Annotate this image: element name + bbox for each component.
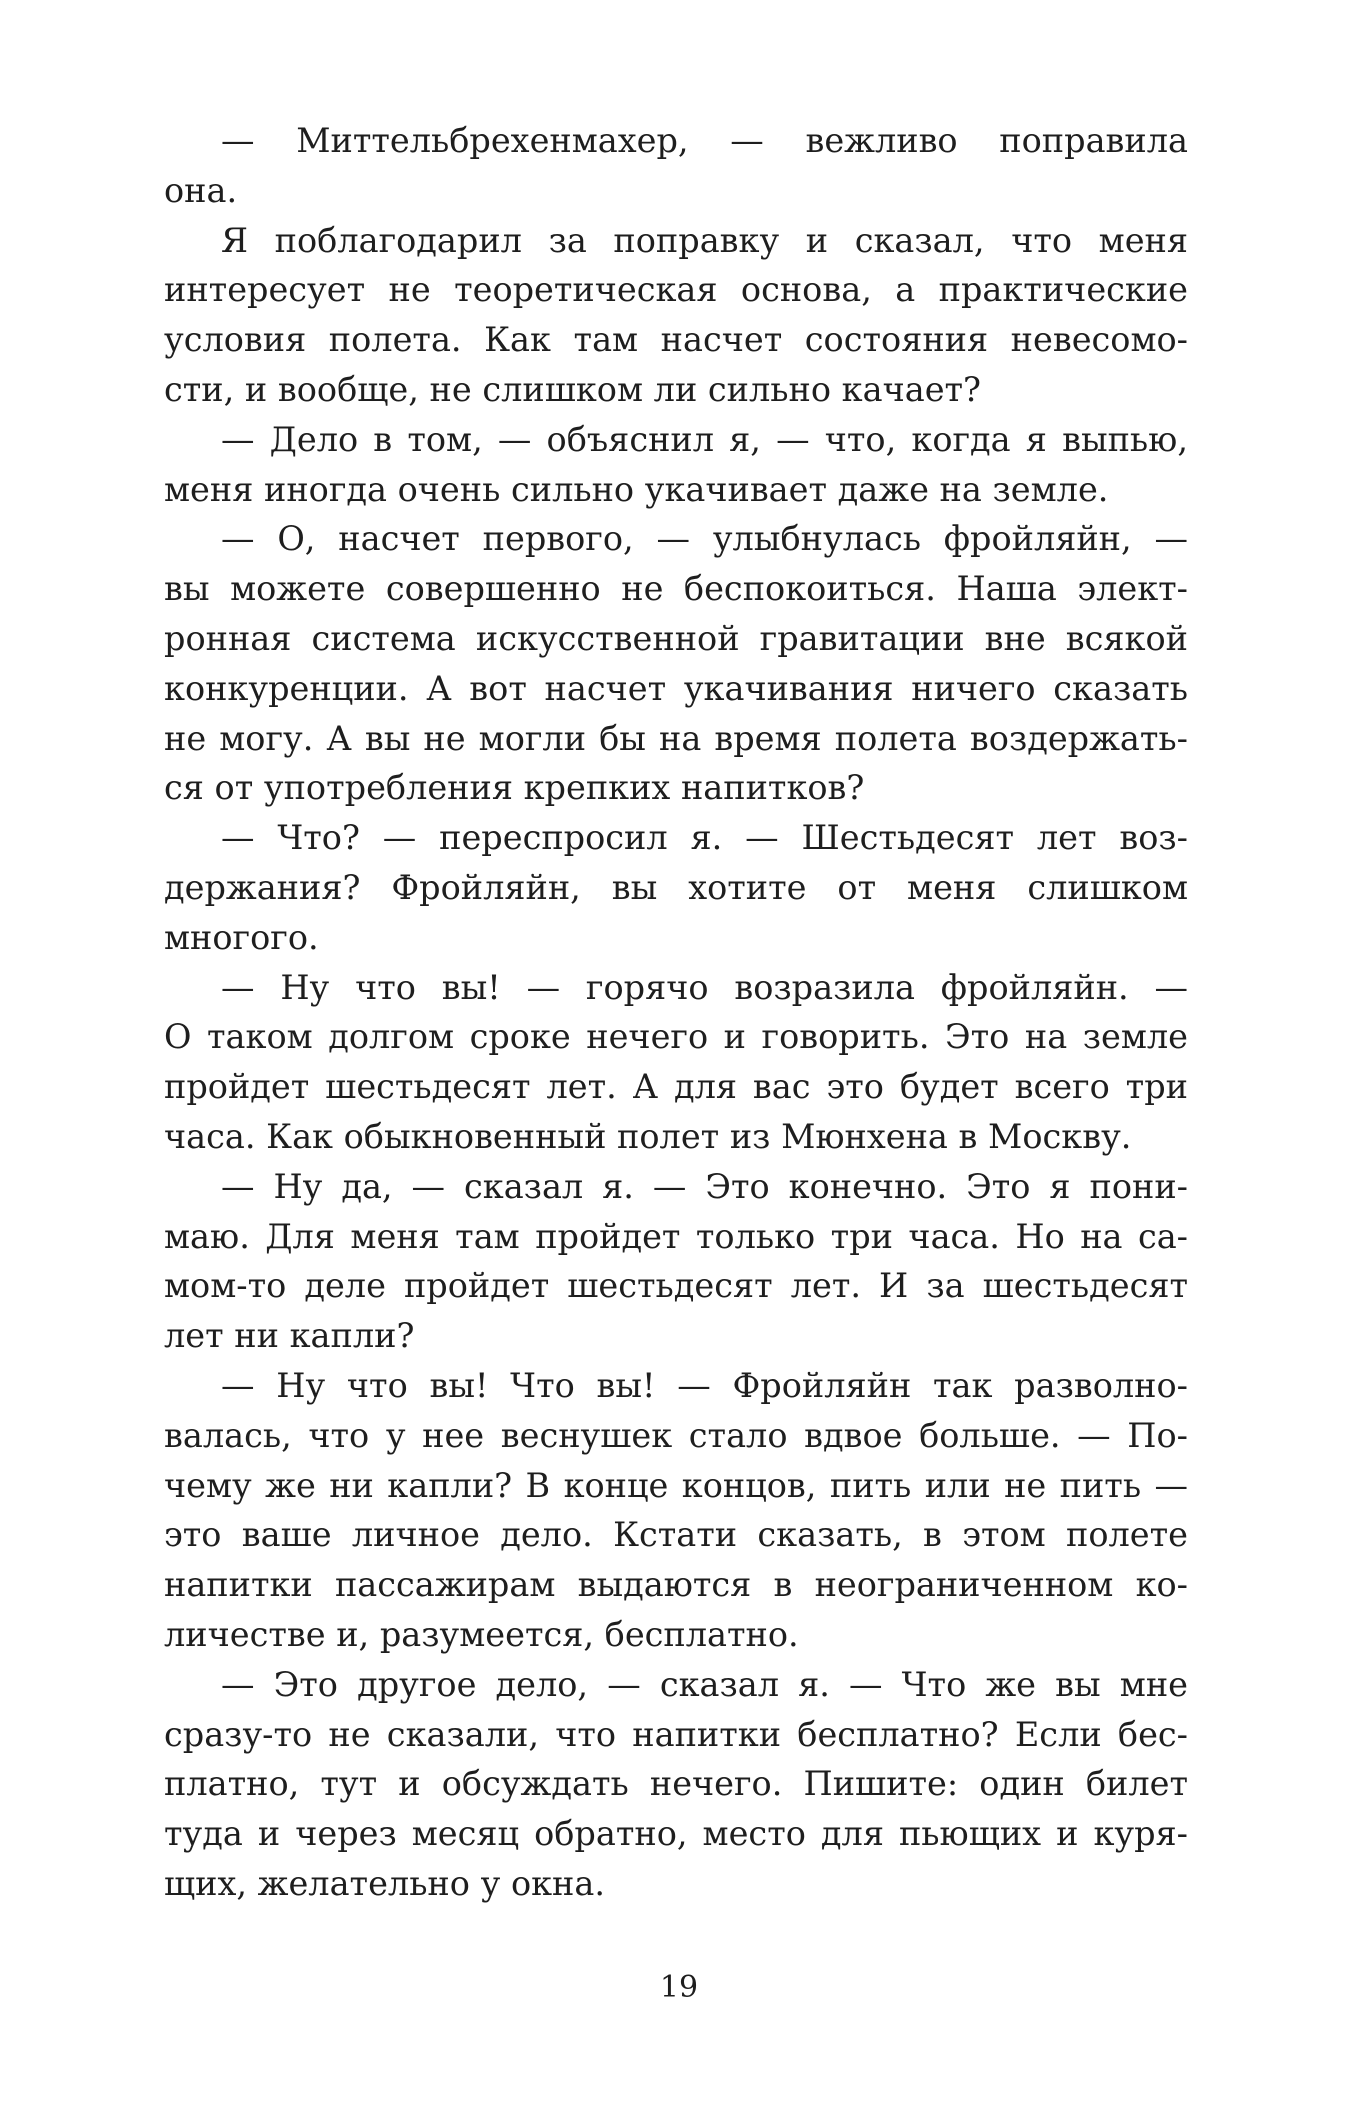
text-line: условия полета. Как там насчет состояния невесомо- [164, 320, 1188, 360]
text-line: чему же ни капли? В конце концов, пить или не пить — [164, 1465, 1188, 1505]
text-line: — Что? — переспросил я. — Шестьдесят лет воз- [221, 818, 1188, 858]
text-line: часа. Как обыкновенный полет из Мюнхена в Москву. [164, 1116, 1132, 1156]
text-line: — О, насчет первого, — улыбнулась фройляйн, — [221, 519, 1188, 559]
text-line: маю. Для меня там пройдет только три часа. Но на са- [164, 1216, 1188, 1256]
text-line: платно, тут и обсуждать нечего. Пишите: один билет [164, 1764, 1188, 1804]
text-line: интересует не теоретическая основа, а практические [164, 270, 1188, 310]
text-line: О таком долгом сроке нечего и говорить. Это на земле [164, 1017, 1188, 1057]
text-line: вы можете совершенно не беспокоиться. Наша элект- [164, 569, 1188, 609]
text-line: — Ну да, — сказал я. — Это конечно. Это я пони- [221, 1166, 1188, 1206]
text-line: лет ни капли? [164, 1316, 415, 1356]
text-line: держания? Фройляйн, вы хотите от меня слишком [164, 867, 1188, 907]
page-number: 19 [659, 1970, 699, 2005]
body-text [164, 116, 1188, 1909]
text-line: — Это другое дело, — сказал я. — Что же вы мне [221, 1664, 1188, 1704]
text-line: мом-то деле пройдет шестьдесят лет. И за шестьдесят [164, 1266, 1188, 1306]
text-line: она. [164, 170, 238, 210]
text-line: пройдет шестьдесят лет. А для вас это будет всего три [164, 1067, 1188, 1107]
text-line: ся от употребления крепких напитков? [164, 768, 865, 808]
text-line: — Ну что вы! Что вы! — Фройляйн так разволно- [221, 1365, 1188, 1405]
text-line: туда и через месяц обратно, место для пьющих и куря- [164, 1814, 1188, 1854]
text-line: это ваше личное дело. Кстати сказать, в этом полете [164, 1515, 1188, 1555]
text-line: щих, желательно у окна. [164, 1863, 605, 1903]
text-line: личестве и, разумеется, бесплатно. [164, 1614, 799, 1654]
text-line: конкуренции. А вот насчет укачивания ничего сказать [164, 668, 1188, 708]
text-line: Я поблагодарил за поправку и сказал, что меня [221, 220, 1188, 260]
text-line: валась, что у нее веснушек стало вдвое больше. — По- [164, 1415, 1188, 1455]
text-line: меня иногда очень сильно укачивает даже на земле. [164, 469, 1109, 509]
text-line: сти, и вообще, не слишком ли сильно качает? [164, 369, 982, 409]
text-line: — Миттельбрехенмахер, — вежливо поправила [221, 121, 1188, 160]
text-line: сразу-то не сказали, что напитки бесплатно? Если бес- [164, 1714, 1188, 1754]
text-line: напитки пассажирам выдаются в неограниченном ко- [164, 1565, 1188, 1605]
text-line: — Дело в том, — объяснил я, — что, когда я выпью, [221, 419, 1188, 459]
text-line: ронная система искусственной гравитации вне всякой [164, 618, 1188, 658]
text-line: — Ну что вы! — горячо возразила фройляйн. — [221, 967, 1188, 1007]
text-line: не могу. А вы не могли бы на время полета воздержать- [164, 718, 1188, 758]
text-line: многого. [164, 917, 319, 957]
